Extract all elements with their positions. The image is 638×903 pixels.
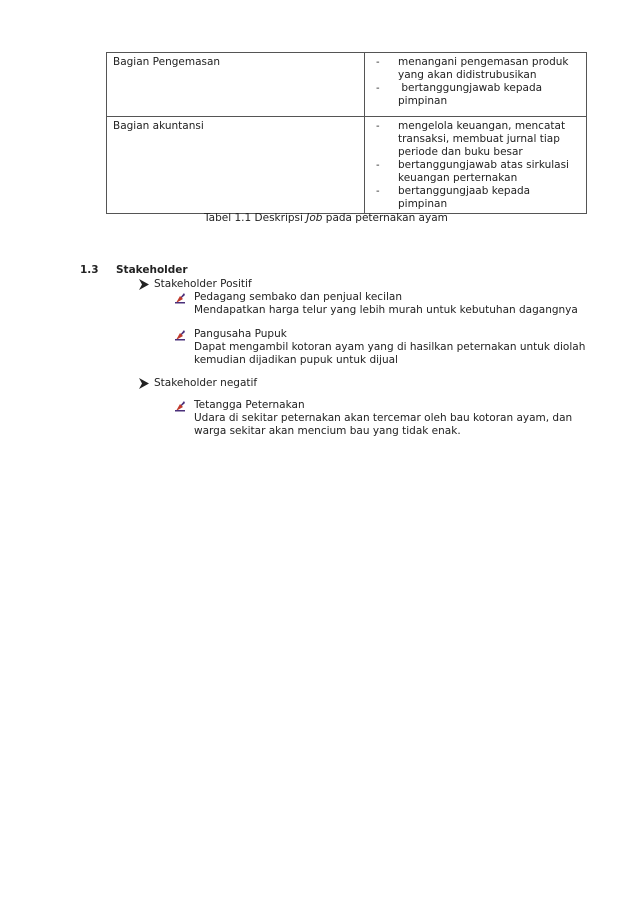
- table-row: [107, 53, 587, 117]
- role-cell: [107, 53, 365, 117]
- feather-bullet-icon: [174, 400, 186, 412]
- arrow-bullet-icon: [138, 377, 150, 390]
- duty-item: [371, 185, 581, 211]
- stakeholder-desc: Mendapatkan harga telur yang lebih murah untuk kebutuhan dagangnya: [194, 304, 578, 316]
- role-label: Bagian Pengemasan: [113, 56, 221, 68]
- stakeholder-group-negative: [138, 377, 257, 390]
- duty-text: bertanggungjawab kepada pimpinan: [398, 82, 546, 107]
- dash-marker: -: [376, 160, 380, 171]
- dash-marker: -: [376, 121, 380, 132]
- duty-item: [371, 159, 581, 185]
- stakeholder-desc: Dapat mengambil kotoran ayam yang di hasilkan peternakan untuk diolah kemudian dijadikan pupuk untuk dijual: [194, 341, 586, 366]
- stakeholder-name: Pedagang sembako dan penjual kecilan: [194, 291, 402, 303]
- dash-marker: -: [376, 57, 380, 68]
- group-label: Stakeholder Positif: [154, 278, 252, 290]
- arrow-bullet-icon: [138, 278, 150, 291]
- role-cell: [107, 117, 365, 214]
- table-caption: [204, 212, 448, 225]
- duty-text: bertanggungjaab kepada pimpinan: [398, 185, 531, 210]
- dash-marker: -: [376, 83, 380, 94]
- duty-item: [371, 82, 581, 108]
- duty-item: [371, 56, 581, 82]
- group-label: Stakeholder negatif: [154, 377, 258, 389]
- duty-text: bertanggungjawab atas sirkulasi keuangan perternakan: [398, 159, 569, 184]
- feather-bullet-icon: [174, 292, 186, 304]
- caption-prefix: Tabel 1.1 Deskripsi: [204, 212, 307, 224]
- duties-cell: [365, 117, 587, 214]
- feather-bullet-icon: [174, 329, 186, 341]
- duty-item: [371, 120, 581, 159]
- table-row: [107, 117, 587, 214]
- duty-text: menangani pengemasan produk yang akan didistrubusikan: [398, 56, 569, 81]
- dash-marker: -: [376, 186, 380, 197]
- section-number: 1.3: [80, 264, 99, 276]
- stakeholder-name: Pangusaha Pupuk: [194, 328, 287, 340]
- stakeholder-desc: Udara di sekitar peternakan akan tercemar oleh bau kotoran ayam, dan warga sekitar akan mencium bau yang tidak enak.: [194, 412, 573, 437]
- section-title: Stakeholder: [116, 264, 188, 276]
- duty-text: mengelola keuangan, mencatat transaksi, membuat jurnal tiap periode dan buku besar: [398, 120, 566, 158]
- caption-italic: Job: [306, 212, 323, 224]
- stakeholder-name: Tetangga Peternakan: [194, 399, 305, 411]
- job-description-table: [106, 52, 587, 214]
- duties-cell: [365, 53, 587, 117]
- stakeholder-group-positive: [138, 278, 252, 291]
- caption-suffix: pada peternakan ayam: [322, 212, 448, 224]
- role-label: Bagian akuntansi: [113, 120, 204, 132]
